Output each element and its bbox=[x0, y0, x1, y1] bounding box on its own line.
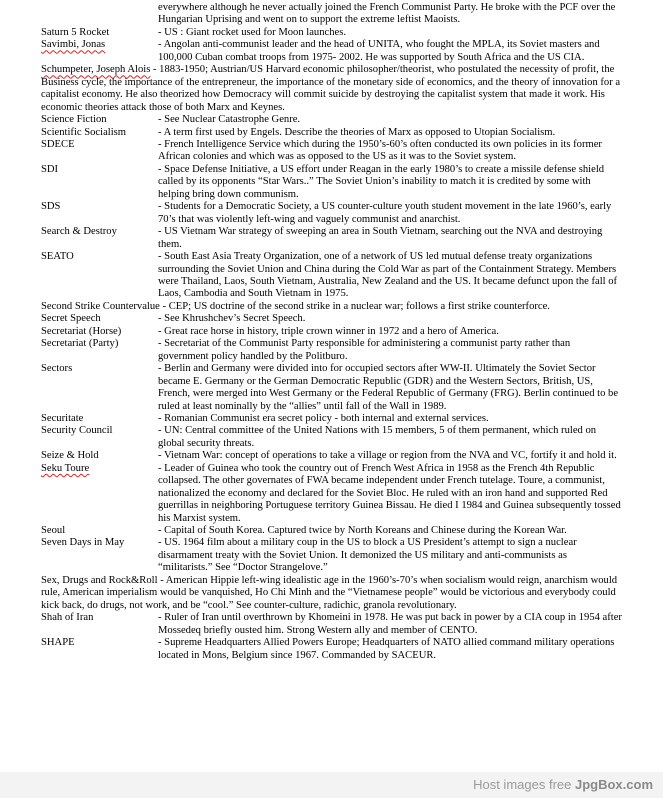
entry-definition: - UN: Central committee of the United Nations with 15 members, 5 of them permanent, which ruled on global security threats. bbox=[158, 425, 597, 449]
glossary-entry bbox=[41, 39, 623, 64]
entry-definition: - Secretariat of the Communist Party responsible for administering a communist party rather than government policy handled by the Politburo. bbox=[158, 338, 571, 362]
entry-definition: - US : Giant rocket used for Moon launches. bbox=[158, 26, 346, 38]
entry-inline bbox=[41, 64, 623, 114]
glossary-entry bbox=[41, 463, 623, 525]
entry-definition: - Supreme Headquarters Allied Powers Europe; Headquarters of NATO allied command military operations located in Mons, Belgium since 1967. Commanded by SACEUR. bbox=[158, 637, 615, 661]
entry-definition: - Berlin and Germany were divided into for occupied sectors after WW-II. Ultimately the Soviet Sector became E. Germany or the German Democratic Republic (GDR) and the Western Sectors, British, US, French, were merged into West Germany or the Federal Republic of Germany (FRG). Berlin continued to be ruled at least nominally by the “allies” until fall of the Wall in 1989. bbox=[158, 363, 619, 412]
glossary-entry bbox=[41, 301, 623, 313]
entry-definition: - A term first used by Engels. Describe the theories of Marx as opposed to Utopian Socialism. bbox=[158, 126, 556, 138]
glossary-entry bbox=[41, 637, 623, 662]
entry-definition: - See Nuclear Catastrophe Genre. bbox=[158, 114, 301, 126]
entry-term: Science Fiction bbox=[41, 114, 107, 126]
glossary-entry bbox=[41, 251, 623, 301]
glossary-entry bbox=[41, 313, 623, 325]
entry-term: Seoul bbox=[41, 525, 66, 537]
glossary-entry bbox=[41, 575, 623, 612]
entry-definition: - Capital of South Korea. Captured twice by North Koreans and Chinese during the Korean War. bbox=[158, 525, 567, 537]
glossary-entry bbox=[41, 612, 623, 637]
entry-term: Seku Toure bbox=[41, 462, 90, 474]
entry-term: SEATO bbox=[41, 251, 74, 263]
entry-term: Saturn 5 Rocket bbox=[41, 26, 110, 38]
glossary-entry bbox=[41, 114, 623, 126]
entry-inline bbox=[41, 301, 623, 313]
glossary-entry bbox=[41, 363, 623, 413]
entry-term: Shah of Iran bbox=[41, 612, 94, 624]
entry-term: SHAPE bbox=[41, 637, 75, 649]
entry-term: Secret Speech bbox=[41, 313, 101, 325]
entry-term: SDECE bbox=[41, 138, 75, 150]
continuation-text: everywhere although he never actually joined the French Communist Party. He broke with the PCF over the Hungarian Uprising and went on to support the extreme leftist Maoists. bbox=[158, 2, 616, 26]
glossary-entry bbox=[41, 127, 623, 139]
entry-term: SDS bbox=[41, 201, 61, 213]
entry-definition: - Romanian Communist era secret policy - both internal and external services. bbox=[158, 412, 489, 424]
entry-term: Secretariat (Party) bbox=[41, 338, 119, 350]
entry-definition: - US Vietnam War strategy of sweeping an area in South Vietnam, searching out the NVA and destroying them. bbox=[158, 226, 603, 250]
glossary-entry bbox=[41, 27, 623, 39]
entry-term: Schumpeter, Joseph Alois bbox=[41, 64, 151, 76]
glossary-entry bbox=[41, 537, 623, 574]
entry-definition: - US. 1964 film about a military coup in the US to block a US President’s attempt to sign a nuclear disarmament treaty with the Soviet Union. It demonized the US military and anti-communists as “militarists.” See “Doctor Strangelove.” bbox=[158, 537, 577, 574]
entry-inline bbox=[41, 575, 623, 612]
entry-definition: - Ruler of Iran until overthrown by Khomeini in 1978. He was put back in power by a CIA coup in 1954 after Mossedeq briefly ousted him. Strong Western ally and member of CENTO. bbox=[158, 612, 622, 636]
glossary-entry bbox=[41, 164, 623, 201]
entry-definition: - South East Asia Treaty Organization, one of a network of US led mutual defense treaty organizations surrounding the Soviet Union and China during the Cold War as part of the Containment Strategy. Members were Thailand, Laos, South Vietnam, Australia, New Zealand and the US. It became defunct upon the fall of Laos, Cambodia and South Vietnam in 1975. bbox=[158, 251, 618, 300]
glossary-entry bbox=[41, 450, 623, 462]
glossary-entry bbox=[41, 525, 623, 537]
glossary-entry bbox=[41, 425, 623, 450]
glossary-entry bbox=[41, 64, 623, 114]
entry-term: SDI bbox=[41, 163, 59, 175]
entry-term: Seize & Hold bbox=[41, 450, 99, 462]
entry-term: Search & Destroy bbox=[41, 226, 117, 238]
entry-term: Seven Days in May bbox=[41, 537, 125, 549]
entry-definition: - Angolan anti-communist leader and the head of UNITA, who fought the MPLA, its Soviet masters and 100,000 Cuban combat troops from 1975- 2002. He was supported by South Africa and the US CIA. bbox=[158, 39, 600, 63]
entry-term: Sex, Drugs and Rock&Roll bbox=[41, 574, 158, 586]
host-footer-link[interactable] bbox=[473, 777, 653, 792]
glossary-entry bbox=[41, 139, 623, 164]
entry-definition: - French Intelligence Service which during the 1950’s-60’s often conducted its own policies in its former African colonies and which was as opposed to the US as it was to the Soviet system. bbox=[158, 138, 602, 163]
glossary-entry bbox=[41, 338, 623, 363]
entry-term: Scientific Socialism bbox=[41, 126, 127, 138]
entry-definition: - Vietnam War: concept of operations to take a village or region from the NVA and VC, fortify it and hold it. bbox=[158, 450, 617, 462]
entry-term: Second Strike Countervalue bbox=[41, 300, 160, 312]
glossary-entry bbox=[41, 413, 623, 425]
glossary-entry bbox=[41, 226, 623, 251]
entry-definition: - 1883-1950; Austrian/US Harvard economic philosopher/theorist, who postulated the necessity of profit, the Business cycle, the importance of the entrepreneur, the importance of the monetary side of economics, and the theory of innovation for a capitalist economy. He also theorized how Democracy will commit suicide by destroying the capitalist system that made it work. His economic theories attack those of both Marx and Keynes. bbox=[41, 64, 621, 113]
glossary-list bbox=[41, 2, 623, 662]
entry-definition: - CEP; US doctrine of the second strike in a nuclear war; follows a first strike counterforce. bbox=[162, 300, 550, 312]
footer-brand: JpgBox.com bbox=[574, 777, 653, 792]
entry-definition: - See Khrushchev’s Secret Speech. bbox=[158, 313, 306, 325]
glossary-entry bbox=[41, 326, 623, 338]
glossary-entry bbox=[41, 201, 623, 226]
entry-definition: - Great race horse in history, triple crown winner in 1972 and a hero of America. bbox=[158, 325, 499, 337]
entry-term: Securitate bbox=[41, 412, 84, 424]
entry-definition: - American Hippie left-wing idealistic age in the 1960’s-70’s when socialism would reign, anarchism would rule, American imperialism would be vanquished, Ho Chi Minh and the “Vietnamese people” would be victorious and everybody could kick back, do drugs, not work, and be “cool.” See counter-culture, radichic, granola revolutionary. bbox=[41, 574, 618, 611]
entry-term: Savimbi, Jonas bbox=[41, 39, 106, 51]
entry-definition: - Leader of Guinea who took the country out of French West Africa in 1958 as the French 4th Republic collapsed. The other governates of FWA became independent under French tutelage. Toure, a communist, nationalized the economy and declared for the Soviet Bloc. He ruled with an iron hand and supported Red guerrillas in neighboring Portuguese territory Guinea Bissau. He died I 1984 and Guinea subsequently tossed his Marxist system. bbox=[158, 462, 621, 524]
entry-term: Security Council bbox=[41, 425, 113, 437]
entry-definition: - Space Defense Initiative, a US effort under Reagan in the early 1980’s to create a missile defense shield called by its opponents “Star Wars..” The Soviet Union’s inability to match it is credited by some with helping bring down communism. bbox=[158, 163, 605, 200]
entry-term: Sectors bbox=[41, 363, 73, 375]
host-footer bbox=[0, 772, 663, 798]
entry-definition: - Students for a Democratic Society, a US counter-culture youth student movement in the late 1960’s, early 70’s that was violently left-wing and vaguely communist and anarchist. bbox=[158, 201, 612, 225]
footer-prefix: Host images free bbox=[473, 777, 572, 792]
entry-term: Secretariat (Horse) bbox=[41, 325, 122, 337]
